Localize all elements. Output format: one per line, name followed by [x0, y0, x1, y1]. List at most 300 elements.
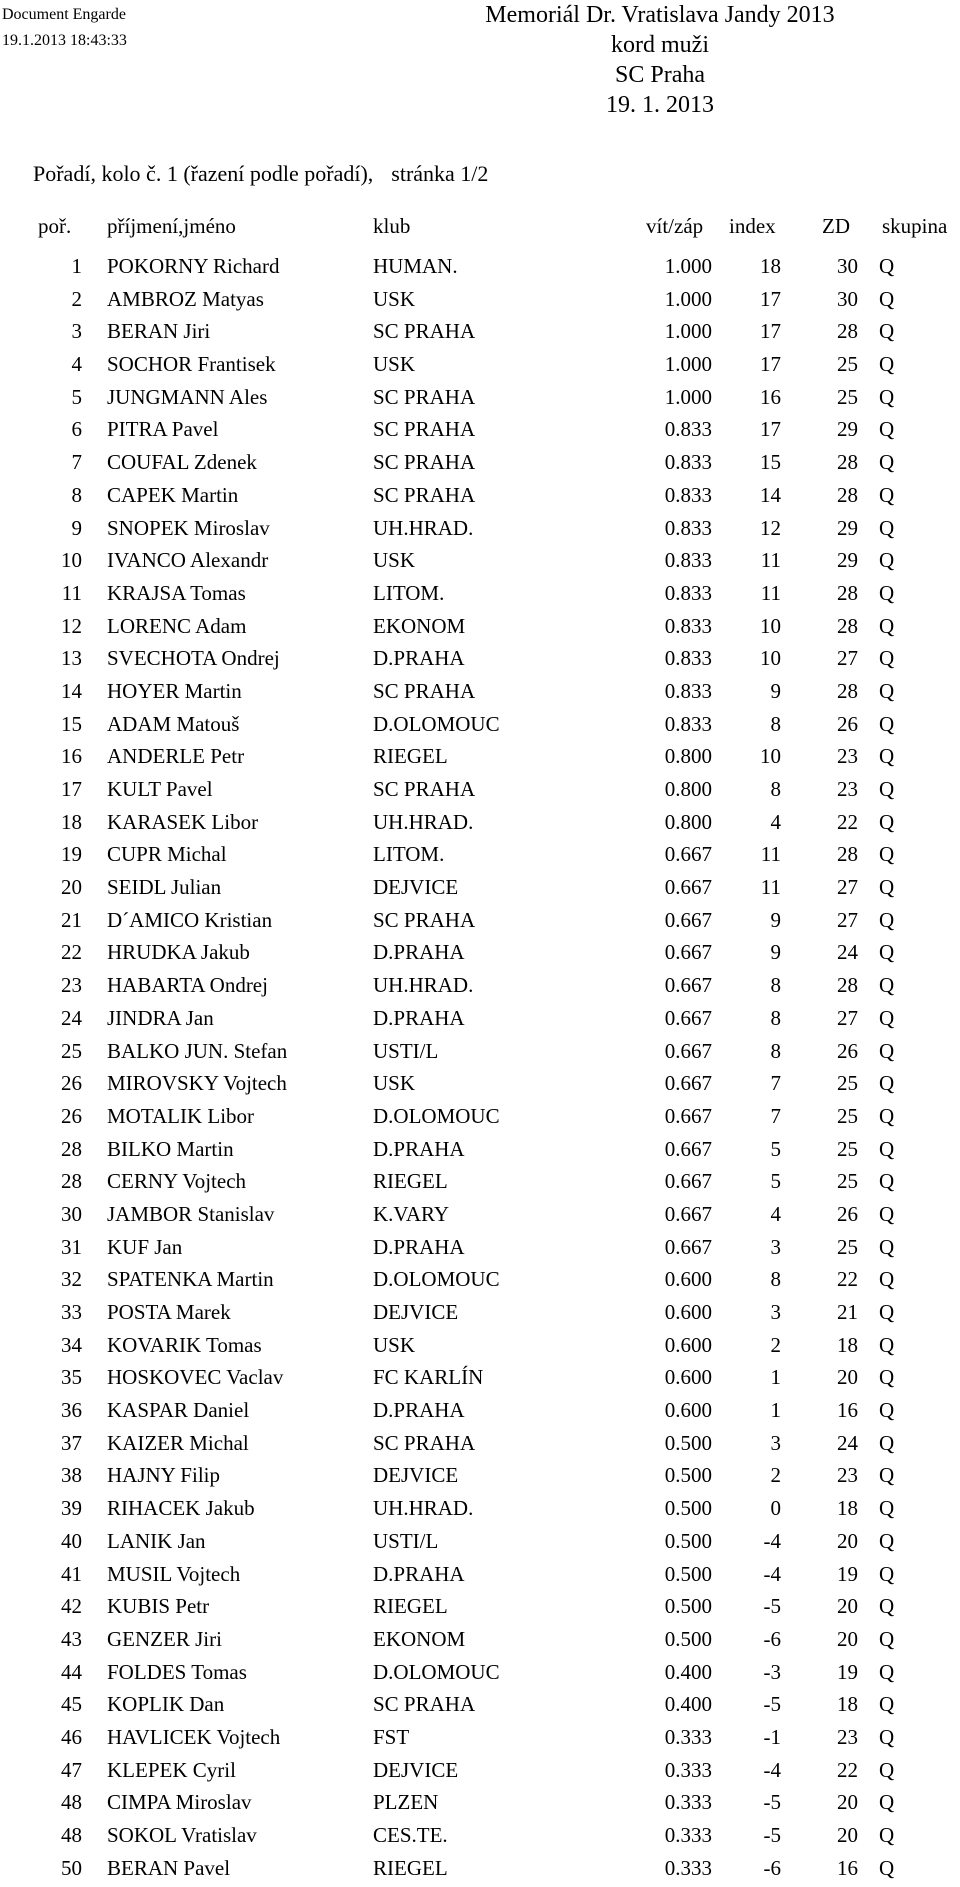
table-row — [0, 1263, 960, 1296]
table-row — [0, 1361, 960, 1394]
cell-ratio: 0.800 — [664, 744, 712, 769]
cell-index: 3 — [770, 1430, 781, 1455]
cell-index: -4 — [763, 1757, 781, 1782]
cell-ratio: 0.833 — [664, 450, 712, 475]
cell-zd: 25 — [837, 1234, 858, 1259]
cell-ratio: 1.000 — [664, 319, 712, 344]
cell-index: 11 — [760, 580, 781, 605]
cell-index: 0 — [770, 1496, 781, 1521]
table-row — [0, 904, 960, 937]
cell-zd: 21 — [837, 1300, 858, 1324]
cell-club: D.PRAHA — [373, 1398, 465, 1423]
cell-name: CAPEK Martin — [107, 482, 239, 507]
table-row — [0, 1656, 960, 1689]
cell-index: 17 — [760, 286, 781, 311]
table-row — [0, 642, 960, 675]
cell-rank: 44 — [61, 1659, 82, 1684]
table-row — [0, 446, 960, 479]
cell-index: 11 — [760, 548, 781, 573]
table-row — [0, 348, 960, 381]
cell-group: Q — [879, 1561, 895, 1586]
cell-club: EKONOM — [373, 1626, 466, 1651]
cell-rank: 11 — [61, 580, 82, 605]
cell-name: D´AMICO Kristian — [107, 907, 273, 932]
cell-group: Q — [879, 286, 895, 311]
cell-name: PITRA Pavel — [107, 417, 219, 442]
table-row — [0, 1721, 960, 1754]
cell-zd: 20 — [837, 1594, 858, 1619]
cell-ratio: 0.600 — [664, 1398, 712, 1423]
cell-club: D.OLOMOUC — [373, 711, 500, 736]
table-row — [0, 708, 960, 741]
cell-club: SC PRAHA — [373, 450, 476, 475]
cell-name: IVANCO Alexandr — [107, 548, 269, 573]
cell-group: Q — [879, 1823, 895, 1847]
cell-ratio: 0.833 — [664, 613, 712, 638]
round-label: Pořadí, kolo č. 1 (řazení podle pořadí), — [33, 161, 374, 186]
results-table — [0, 250, 960, 1884]
table-row — [0, 381, 960, 414]
cell-ratio: 0.667 — [664, 1201, 712, 1226]
cell-club: SC PRAHA — [373, 384, 476, 409]
cell-ratio: 1.000 — [664, 286, 712, 311]
event-weapon: kord muži — [611, 32, 709, 58]
cell-club: SC PRAHA — [373, 1692, 476, 1717]
cell-rank: 48 — [61, 1790, 82, 1815]
event-venue: SC Praha — [615, 62, 705, 88]
cell-index: 4 — [770, 809, 781, 834]
cell-rank: 42 — [61, 1594, 82, 1619]
cell-zd: 25 — [837, 384, 858, 409]
cell-ratio: 0.667 — [664, 1071, 712, 1096]
cell-club: D.PRAHA — [373, 1005, 465, 1030]
cell-ratio: 0.833 — [664, 515, 712, 540]
cell-name: KLEPEK Cyril — [107, 1757, 236, 1782]
cell-index: 8 — [770, 973, 781, 998]
table-row — [0, 1459, 960, 1492]
cell-zd: 25 — [837, 352, 858, 377]
cell-index: 5 — [770, 1136, 781, 1161]
cell-index: 8 — [770, 711, 781, 736]
table-row — [0, 969, 960, 1002]
cell-index: 9 — [770, 907, 781, 932]
cell-name: FOLDES Tomas — [107, 1659, 247, 1684]
cell-name: POSTA Marek — [107, 1300, 231, 1324]
table-row — [0, 675, 960, 708]
table-row — [0, 871, 960, 904]
cell-zd: 20 — [837, 1790, 858, 1815]
cell-zd: 27 — [837, 875, 858, 900]
cell-group: Q — [879, 1463, 895, 1488]
cell-zd: 28 — [837, 678, 858, 703]
cell-group: Q — [879, 254, 895, 278]
cell-index: 1 — [770, 1365, 781, 1390]
cell-name: CERNY Vojtech — [107, 1169, 247, 1194]
cell-group: Q — [879, 744, 895, 769]
cell-zd: 25 — [837, 1136, 858, 1161]
cell-rank: 33 — [61, 1300, 82, 1324]
cell-zd: 23 — [837, 744, 858, 769]
table-row — [0, 1002, 960, 1035]
cell-club: SC PRAHA — [373, 777, 476, 801]
cell-ratio: 0.667 — [664, 973, 712, 998]
cell-rank: 24 — [61, 1005, 82, 1030]
cell-ratio: 0.600 — [664, 1267, 712, 1292]
cell-group: Q — [879, 1855, 895, 1880]
cell-club: K.VARY — [373, 1201, 450, 1226]
table-row — [0, 1525, 960, 1558]
cell-zd: 26 — [837, 711, 858, 736]
cell-zd: 27 — [837, 907, 858, 932]
cell-ratio: 0.833 — [664, 482, 712, 507]
cell-rank: 3 — [71, 319, 82, 344]
cell-index: 8 — [770, 777, 781, 801]
cell-name: KRAJSA Tomas — [107, 580, 246, 605]
cell-zd: 20 — [837, 1823, 858, 1847]
cell-rank: 6 — [71, 417, 82, 442]
cell-club: USK — [373, 1071, 416, 1096]
cell-zd: 30 — [837, 254, 858, 278]
cell-zd: 19 — [837, 1659, 858, 1684]
cell-name: POKORNY Richard — [107, 254, 280, 278]
cell-zd: 18 — [837, 1496, 858, 1521]
cell-club: USK — [373, 286, 416, 311]
table-row — [0, 1852, 960, 1885]
cell-zd: 27 — [837, 646, 858, 671]
generator-label: Document Engarde — [2, 6, 126, 23]
cell-rank: 10 — [61, 548, 82, 573]
cell-group: Q — [879, 1365, 895, 1390]
cell-index: -3 — [763, 1659, 781, 1684]
cell-name: KOVARIK Tomas — [107, 1332, 262, 1357]
cell-club: USK — [373, 1332, 416, 1357]
cell-group: Q — [879, 940, 895, 965]
table-row — [0, 1133, 960, 1166]
cell-group: Q — [879, 1398, 895, 1423]
cell-ratio: 0.600 — [664, 1365, 712, 1390]
cell-ratio: 0.500 — [664, 1561, 712, 1586]
cell-rank: 7 — [71, 450, 82, 475]
document-meta — [2, 2, 127, 54]
cell-zd: 28 — [837, 842, 858, 867]
cell-group: Q — [879, 711, 895, 736]
cell-group: Q — [879, 646, 895, 671]
cell-name: CIMPA Miroslav — [107, 1790, 252, 1815]
cell-rank: 50 — [61, 1855, 82, 1880]
cell-club: D.PRAHA — [373, 1561, 465, 1586]
cell-group: Q — [879, 1300, 895, 1324]
cell-zd: 18 — [837, 1692, 858, 1717]
table-row — [0, 283, 960, 316]
cell-rank: 30 — [61, 1201, 82, 1226]
cell-group: Q — [879, 1528, 895, 1553]
cell-index: 3 — [770, 1234, 781, 1259]
cell-club: FST — [373, 1724, 410, 1749]
cell-index: 17 — [760, 417, 781, 442]
cell-index: -5 — [763, 1692, 781, 1717]
cell-ratio: 0.667 — [664, 940, 712, 965]
cell-group: Q — [879, 1038, 895, 1063]
table-row — [0, 1492, 960, 1525]
cell-group: Q — [879, 1136, 895, 1161]
cell-ratio: 1.000 — [664, 352, 712, 377]
page-indicator: stránka 1/2 — [391, 161, 489, 186]
cell-zd: 24 — [837, 940, 858, 965]
cell-group: Q — [879, 875, 895, 900]
table-row — [0, 1296, 960, 1329]
cell-group: Q — [879, 1790, 895, 1815]
cell-ratio: 0.667 — [664, 842, 712, 867]
cell-name: SVECHOTA Ondrej — [107, 646, 280, 671]
cell-zd: 29 — [837, 515, 858, 540]
cell-ratio: 0.667 — [664, 1038, 712, 1063]
cell-rank: 28 — [61, 1136, 82, 1161]
cell-club: DEJVICE — [373, 1757, 459, 1782]
cell-rank: 39 — [61, 1496, 82, 1521]
table-row — [0, 577, 960, 610]
cell-group: Q — [879, 1234, 895, 1259]
table-row — [0, 838, 960, 871]
cell-ratio: 0.667 — [664, 1169, 712, 1194]
header-group: skupina — [882, 214, 948, 238]
cell-index: -4 — [763, 1561, 781, 1586]
cell-group: Q — [879, 1332, 895, 1357]
cell-rank: 26 — [61, 1071, 82, 1096]
cell-club: LITOM. — [373, 842, 445, 867]
cell-zd: 22 — [837, 1267, 858, 1292]
cell-name: BERAN Jiri — [107, 319, 211, 344]
cell-zd: 26 — [837, 1038, 858, 1063]
cell-group: Q — [879, 1659, 895, 1684]
table-row — [0, 315, 960, 348]
cell-zd: 25 — [837, 1071, 858, 1096]
cell-rank: 32 — [61, 1267, 82, 1292]
cell-rank: 18 — [61, 809, 82, 834]
table-row — [0, 1035, 960, 1068]
cell-zd: 28 — [837, 319, 858, 344]
cell-index: -5 — [763, 1823, 781, 1847]
cell-group: Q — [879, 777, 895, 801]
cell-name: HOYER Martin — [107, 678, 242, 703]
cell-club: D.OLOMOUC — [373, 1659, 500, 1684]
cell-club: RIEGEL — [373, 1169, 448, 1194]
cell-zd: 29 — [837, 548, 858, 573]
cell-rank: 20 — [61, 875, 82, 900]
cell-name: KULT Pavel — [107, 777, 213, 801]
cell-club: UH.HRAD. — [373, 973, 474, 998]
cell-ratio: 0.667 — [664, 1234, 712, 1259]
cell-zd: 23 — [837, 1463, 858, 1488]
cell-zd: 26 — [837, 1201, 858, 1226]
header-club: klub — [373, 214, 411, 238]
cell-rank: 35 — [61, 1365, 82, 1390]
cell-ratio: 0.667 — [664, 1005, 712, 1030]
table-row — [0, 1786, 960, 1819]
cell-name: KAIZER Michal — [107, 1430, 249, 1455]
cell-club: SC PRAHA — [373, 907, 476, 932]
table-row — [0, 610, 960, 643]
cell-zd: 25 — [837, 1169, 858, 1194]
table-row — [0, 773, 960, 806]
cell-index: 10 — [760, 744, 781, 769]
cell-ratio: 0.333 — [664, 1724, 712, 1749]
cell-ratio: 0.833 — [664, 580, 712, 605]
cell-group: Q — [879, 319, 895, 344]
cell-rank: 5 — [71, 384, 82, 409]
cell-zd: 22 — [837, 809, 858, 834]
cell-ratio: 0.833 — [664, 417, 712, 442]
table-row — [0, 1819, 960, 1852]
cell-group: Q — [879, 842, 895, 867]
cell-index: 15 — [760, 450, 781, 475]
cell-ratio: 0.800 — [664, 809, 712, 834]
cell-index: 7 — [770, 1071, 781, 1096]
table-row — [0, 1329, 960, 1362]
cell-rank: 15 — [61, 711, 82, 736]
cell-club: SC PRAHA — [373, 678, 476, 703]
cell-group: Q — [879, 482, 895, 507]
event-header — [440, 0, 880, 120]
table-row — [0, 740, 960, 773]
cell-group: Q — [879, 548, 895, 573]
cell-group: Q — [879, 450, 895, 475]
cell-rank: 1 — [71, 254, 82, 278]
cell-index: -5 — [763, 1790, 781, 1815]
table-row — [0, 1590, 960, 1623]
cell-name: HABARTA Ondrej — [107, 973, 268, 998]
cell-group: Q — [879, 1594, 895, 1619]
cell-club: FC KARLÍN — [373, 1365, 484, 1390]
cell-rank: 26 — [61, 1103, 82, 1128]
cell-club: USK — [373, 352, 416, 377]
cell-zd: 20 — [837, 1626, 858, 1651]
cell-club: SC PRAHA — [373, 482, 476, 507]
cell-zd: 22 — [837, 1757, 858, 1782]
cell-group: Q — [879, 1496, 895, 1521]
cell-index: 2 — [770, 1463, 781, 1488]
table-row — [0, 544, 960, 577]
cell-name: HAJNY Filip — [107, 1463, 220, 1488]
cell-club: RIEGEL — [373, 744, 448, 769]
cell-club: SC PRAHA — [373, 1430, 476, 1455]
cell-zd: 30 — [837, 286, 858, 311]
cell-rank: 41 — [61, 1561, 82, 1586]
cell-name: AMBROZ Matyas — [107, 286, 264, 311]
cell-name: KASPAR Daniel — [107, 1398, 250, 1423]
header-ratio: vít/záp — [646, 214, 704, 238]
cell-group: Q — [879, 1757, 895, 1782]
cell-club: D.OLOMOUC — [373, 1103, 500, 1128]
cell-ratio: 0.800 — [664, 777, 712, 801]
table-row — [0, 479, 960, 512]
cell-rank: 38 — [61, 1463, 82, 1488]
table-row — [0, 936, 960, 969]
cell-zd: 27 — [837, 1005, 858, 1030]
cell-club: UH.HRAD. — [373, 809, 474, 834]
cell-ratio: 1.000 — [664, 384, 712, 409]
event-title: Memoriál Dr. Vratislava Jandy 2013 — [485, 2, 835, 28]
cell-index: 8 — [770, 1005, 781, 1030]
cell-rank: 47 — [61, 1757, 82, 1782]
cell-index: 17 — [760, 319, 781, 344]
cell-club: UH.HRAD. — [373, 1496, 474, 1521]
cell-index: 3 — [770, 1300, 781, 1324]
cell-rank: 17 — [61, 777, 82, 801]
cell-rank: 16 — [61, 744, 82, 769]
cell-rank: 25 — [61, 1038, 82, 1063]
cell-ratio: 0.400 — [664, 1659, 712, 1684]
cell-index: 17 — [760, 352, 781, 377]
table-row — [0, 512, 960, 545]
cell-rank: 19 — [61, 842, 82, 867]
cell-name: MIROVSKY Vojtech — [107, 1071, 287, 1096]
cell-club: DEJVICE — [373, 1463, 459, 1488]
cell-group: Q — [879, 678, 895, 703]
cell-index: 8 — [770, 1038, 781, 1063]
cell-club: CES.TE. — [373, 1823, 448, 1847]
cell-index: 9 — [770, 940, 781, 965]
header-name: příjmení,jméno — [107, 214, 236, 238]
cell-group: Q — [879, 1692, 895, 1717]
cell-ratio: 0.600 — [664, 1300, 712, 1324]
cell-ratio: 0.667 — [664, 1103, 712, 1128]
cell-name: MOTALIK Libor — [107, 1103, 255, 1128]
table-row — [0, 250, 960, 283]
cell-zd: 28 — [837, 613, 858, 638]
cell-club: DEJVICE — [373, 875, 459, 900]
cell-rank: 45 — [61, 1692, 82, 1717]
cell-ratio: 0.667 — [664, 907, 712, 932]
table-row — [0, 1688, 960, 1721]
cell-name: HAVLICEK Vojtech — [107, 1724, 281, 1749]
cell-ratio: 0.333 — [664, 1790, 712, 1815]
table-row — [0, 1394, 960, 1427]
table-row — [0, 1198, 960, 1231]
table-row — [0, 806, 960, 839]
cell-index: -6 — [763, 1626, 781, 1651]
cell-name: ADAM Matouš — [107, 711, 240, 736]
table-row — [0, 1100, 960, 1133]
cell-name: JINDRA Jan — [107, 1005, 214, 1030]
table-row — [0, 1165, 960, 1198]
cell-group: Q — [879, 515, 895, 540]
table-row — [0, 1754, 960, 1787]
cell-rank: 21 — [61, 907, 82, 932]
cell-zd: 28 — [837, 580, 858, 605]
cell-index: 16 — [760, 384, 781, 409]
cell-zd: 20 — [837, 1528, 858, 1553]
cell-name: SNOPEK Miroslav — [107, 515, 270, 540]
cell-group: Q — [879, 1430, 895, 1455]
cell-zd: 29 — [837, 417, 858, 442]
cell-name: LANIK Jan — [107, 1528, 206, 1553]
cell-club: D.OLOMOUC — [373, 1267, 500, 1292]
cell-name: CUPR Michal — [107, 842, 227, 867]
cell-group: Q — [879, 384, 895, 409]
cell-club: D.PRAHA — [373, 1136, 465, 1161]
cell-group: Q — [879, 1201, 895, 1226]
cell-zd: 16 — [837, 1398, 858, 1423]
cell-index: 9 — [770, 678, 781, 703]
header-zd: ZD — [822, 214, 850, 238]
cell-name: JAMBOR Stanislav — [107, 1201, 275, 1226]
cell-rank: 13 — [61, 646, 82, 671]
cell-zd: 28 — [837, 450, 858, 475]
cell-index: 14 — [760, 482, 781, 507]
cell-ratio: 0.500 — [664, 1528, 712, 1553]
cell-name: SPATENKA Martin — [107, 1267, 274, 1292]
cell-club: USK — [373, 548, 416, 573]
